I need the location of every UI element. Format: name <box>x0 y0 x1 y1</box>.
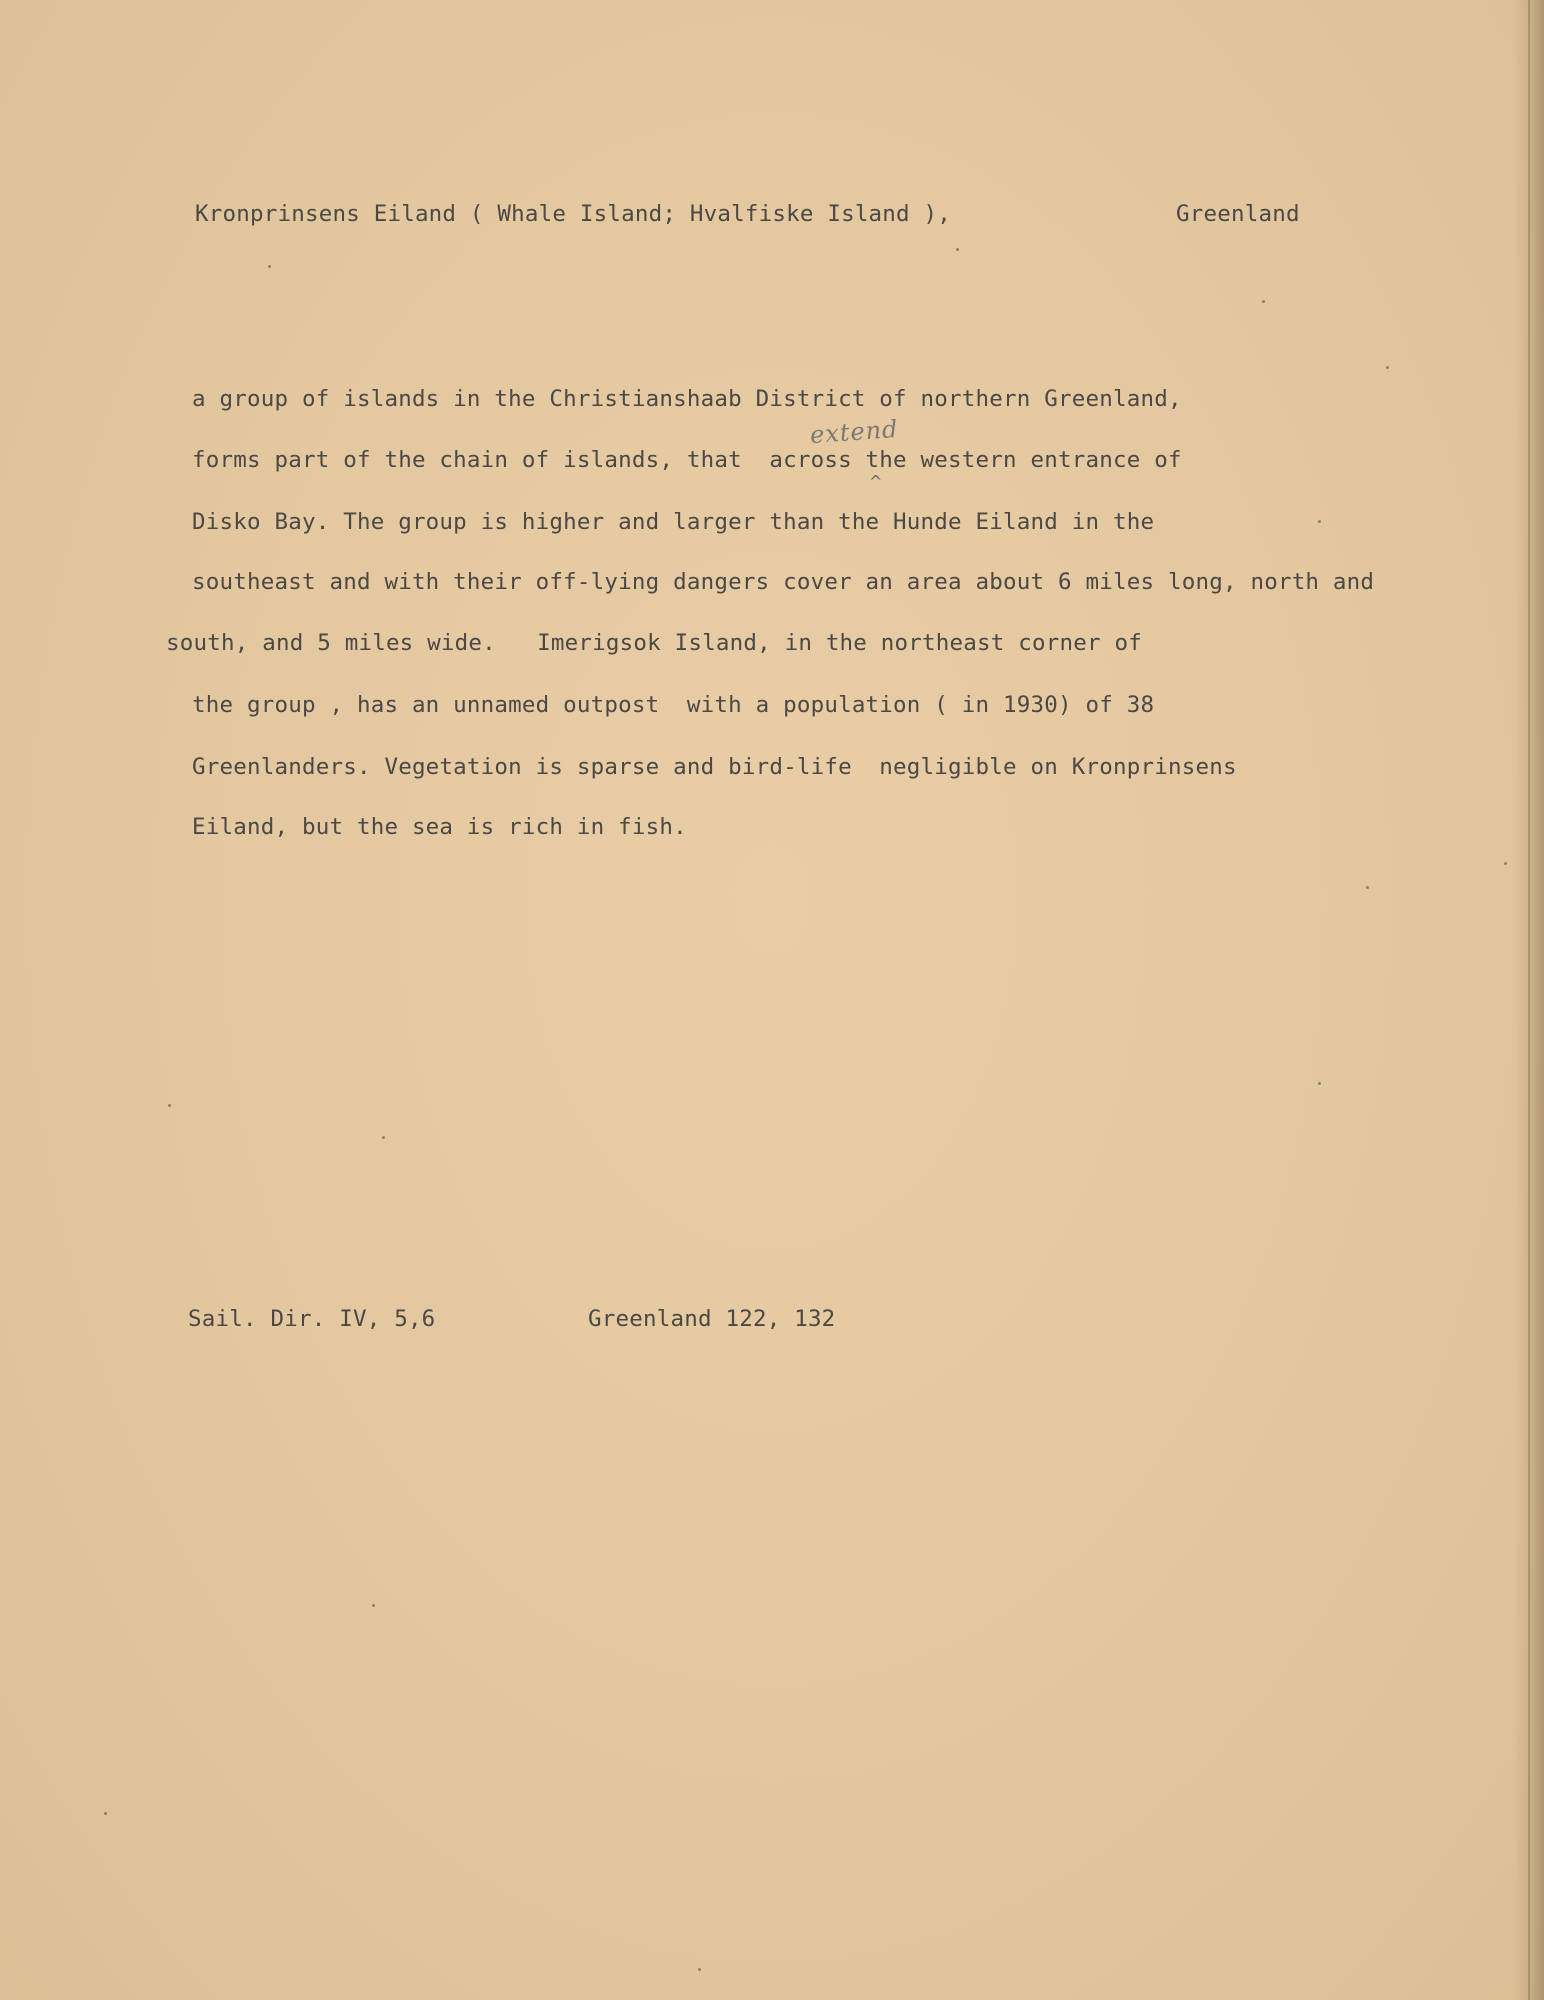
source-reference: Sail. Dir. IV, 5,6 <box>188 1306 436 1332</box>
paper-speck <box>1504 862 1507 865</box>
paper-speck <box>1262 300 1265 303</box>
chart-reference: Greenland 122, 132 <box>588 1306 836 1332</box>
body-line: Eiland, but the sea is rich in fish. <box>192 814 687 840</box>
paper-speck <box>1318 520 1321 523</box>
handwritten-insertion: extend <box>809 414 900 450</box>
paper-edge-line <box>1528 0 1530 2000</box>
paper-speck <box>382 1136 385 1139</box>
body-line: the group , has an unnamed outpost with a population ( in 1930) of 38 <box>192 692 1155 718</box>
paper-speck <box>268 265 271 268</box>
body-line: a group of islands in the Christianshaab District of northern Greenland, <box>192 386 1182 412</box>
body-line: south, and 5 miles wide. Imerigsok Island, in the northeast corner of <box>166 630 1142 656</box>
paper-speck <box>1318 1082 1321 1085</box>
body-line: Disko Bay. The group is higher and larger than the Hunde Eiland in the <box>192 509 1155 535</box>
paper-speck <box>1366 886 1369 889</box>
paper-speck <box>168 1104 171 1107</box>
paper-speck <box>1386 366 1389 369</box>
paper-speck <box>698 1968 701 1971</box>
insertion-caret-icon: ^ <box>869 472 883 491</box>
paper-speck <box>372 1604 375 1607</box>
paper-speck <box>104 1812 107 1815</box>
entry-title: Kronprinsens Eiland ( Whale Island; Hvalfiske Island ), <box>195 201 952 227</box>
body-line: Greenlanders. Vegetation is sparse and bird-life negligible on Kronprinsens <box>192 754 1237 780</box>
entry-region: Greenland <box>1176 201 1300 227</box>
body-line: southeast and with their off-lying dangers cover an area about 6 miles long, north and <box>192 569 1375 595</box>
body-line: forms part of the chain of islands, that across the western entrance of <box>192 447 1182 473</box>
paper-speck <box>956 248 959 251</box>
